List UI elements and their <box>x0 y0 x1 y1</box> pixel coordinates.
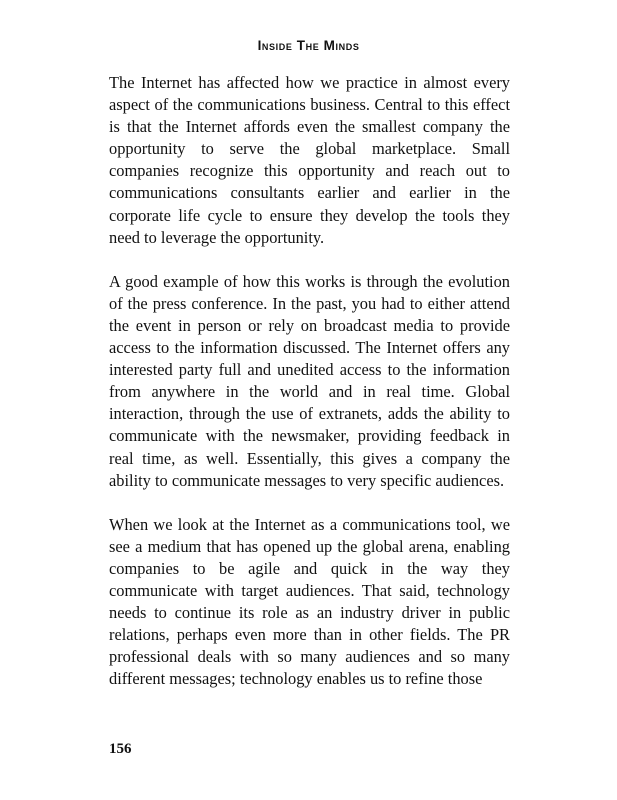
page-number: 156 <box>109 741 132 757</box>
running-header: Inside The Minds <box>257 38 360 53</box>
paragraph-1: The Internet has affected how we practice in almost every aspect of the communications business. Central to this effect is that the Internet affords even the smallest company the opportunity to serve the global marketplace. Small companies recognize this opportunity and reach out to communications consultants earlier and earlier in the corporate life cycle to ensure they develop the tools they need to leverage the opportunity. <box>109 73 510 247</box>
paragraph-3: When we look at the Internet as a communications tool, we see a medium that has opened up the global arena, enabling companies to be agile and quick in the way they communicate with target audiences. That said, technology needs to continue its role as an industry driver in public relations, perhaps even more than in other fields. The PR professional deals with so many audiences and so many different messages; technology enables us to refine those <box>109 514 510 689</box>
paragraph-2: A good example of how this works is through the evolution of the press conference. In the past, you had to either attend the event in person or rely on broadcast media to provide access to the information discussed. The Internet offers any interested party full and unedited access to the information from anywhere in the world and in real time. Global interaction, through the use of extranets, adds the ability to communicate with the newsmaker, providing feedback in real time, as well. Essentially, this gives a company the ability to communicate messages to very specific audiences. <box>109 271 510 490</box>
body-text <box>109 72 510 690</box>
